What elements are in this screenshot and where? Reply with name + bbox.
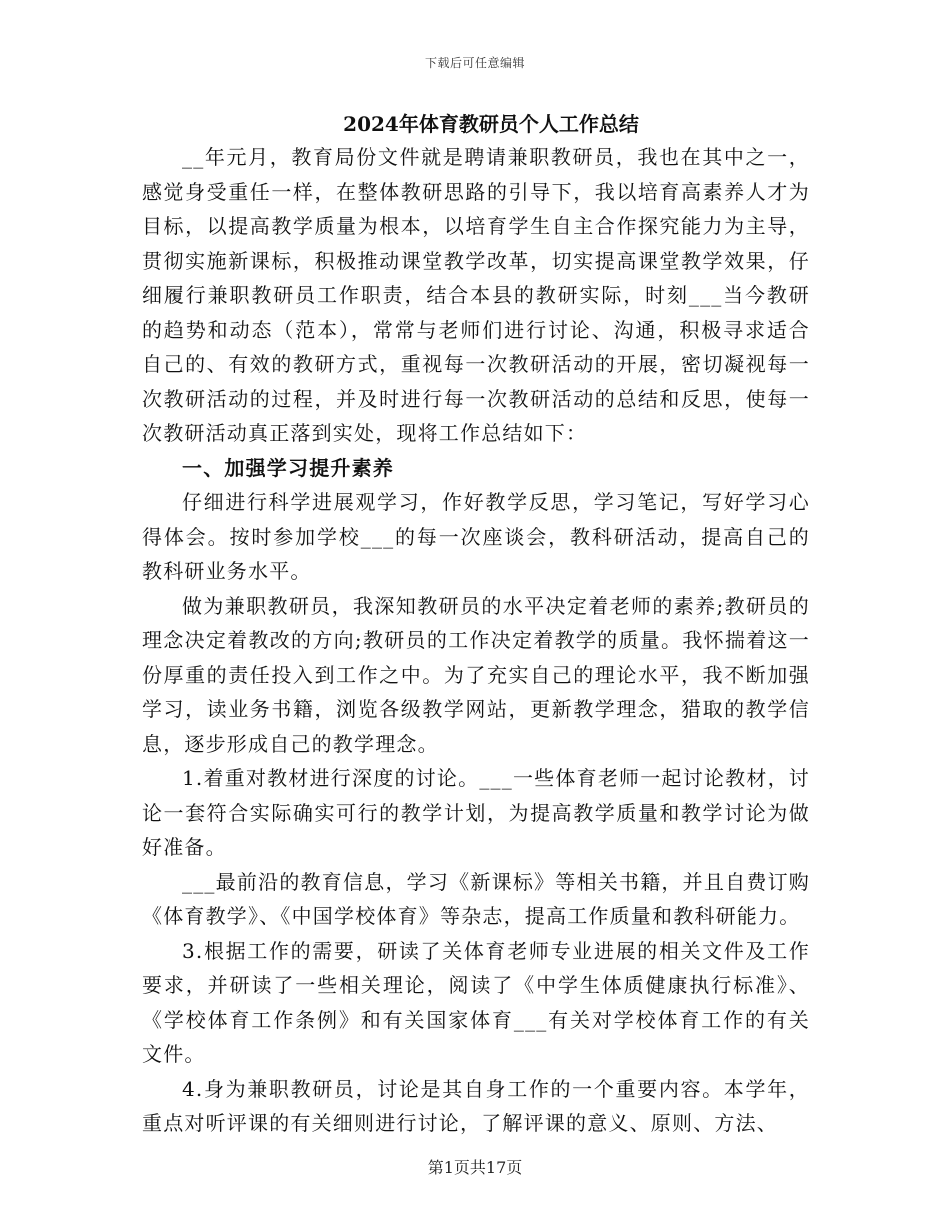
section-heading-1: 一、加强学习提升素养 — [182, 455, 394, 480]
paragraph-study: 仔细进行科学进展观学习，作好教学反思，学习笔记，写好学习心得体会。按时参加学校___的每一次座谈会，教科研活动，提高自己的教科研业务水平。 — [142, 490, 810, 583]
header-note: 下载后可任意编辑 — [424, 56, 525, 70]
page-number: 第1页共17页 — [427, 1158, 523, 1177]
paragraph-intro: __年元月，教育局份文件就是聘请兼职教研员，我也在其中之一，感觉身受重任一样，在整体教研思路的引导下，我以培育高素养人才为目标，以提高教学质量为根本，以培育学生自主合作探究能力为主导，贯彻实施新课标，积极推动课堂教学改革，切实提高课堂教学效果，仔细履行兼职教研员工作职责，结合本县的教研实际，时刻___当今教研的趋势和动态（范本），常常与老师们进行讨论、沟通，积极寻求适合自己的、有效的教研方式，重视每一次教研活动的开展，密切凝视每一次教研活动的过程，并及时进行每一次教研活动的总结和反思，使每一次教研活动真正落到实处，现将工作总结如下： — [142, 145, 810, 445]
paragraph-role: 做为兼职教研员，我深知教研员的水平决定着老师的素养;教研员的理念决定着教改的方向;教研员的工作决定着教学的质量。我怀揣着这一份厚重的责任投入到工作之中。为了充实自己的理论水平，我不断加强学习，读业务书籍，浏览各级教学网站，更新教学理念，猎取的教学信息，逐步形成自己的教学理念。 — [142, 593, 810, 756]
paragraph-item-2: ___最前沿的教育信息，学习《新课标》等相关书籍，并且自费订购《体育教学》、《中国学校体育》等杂志，提高工作质量和教科研能力。 — [142, 869, 810, 928]
paragraph-item-1: 1.着重对教材进行深度的讨论。___一些体育老师一起讨论教材，讨论一套符合实际确实可行的教学计划，为提高教学质量和教学讨论为做好准备。 — [142, 766, 810, 859]
paragraph-item-4: 4.身为兼职教研员，讨论是其自身工作的一个重要内容。本学年，重点对听评课的有关细则进行讨论，了解评课的意义、原则、方法、 — [142, 1076, 810, 1135]
paragraph-item-3: 3.根据工作的需要，研读了关体育老师专业进展的相关文件及工作要求，并研读了一些相关理论，阅读了《中学生体质健康执行标准》、《学校体育工作条例》和有关国家体育___有关对学校体育工作的有关文件。 — [142, 938, 810, 1066]
document-title: 2024年体育教研员个人工作总结 — [343, 112, 639, 136]
document-body — [142, 108, 810, 1141]
